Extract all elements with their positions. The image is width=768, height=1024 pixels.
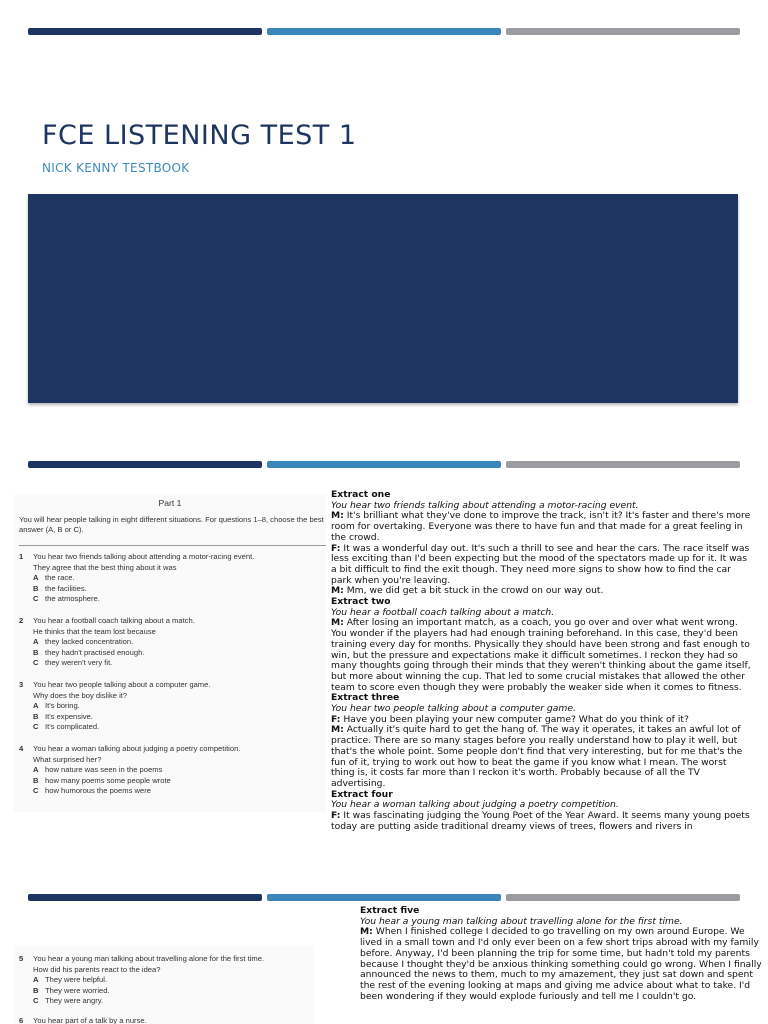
option-letter: A	[33, 701, 39, 711]
speaker-label: F:	[331, 542, 341, 554]
accent-bar-gray	[506, 28, 740, 35]
dialogue-line	[331, 618, 751, 693]
option-letter: A	[33, 975, 39, 985]
question-stem: You hear a woman talking about judging a poetry competition.	[33, 744, 241, 753]
speaker-label: M:	[331, 585, 344, 597]
extract-heading: Extract four	[331, 788, 393, 800]
option-letter: A	[33, 765, 39, 775]
dialogue-line	[331, 586, 751, 597]
option-text: how humorous the poems were	[45, 786, 151, 796]
option-letter: C	[33, 722, 39, 732]
accent-bar-gray	[506, 461, 740, 468]
extract-heading: Extract five	[360, 906, 420, 916]
slide-title: FCE LISTENING TEST 1	[42, 120, 357, 151]
extract-context: You hear a football coach talking about a match.	[331, 606, 555, 618]
answer-option	[33, 996, 312, 1007]
transcript-panel	[331, 490, 751, 862]
dialogue-text: It's brilliant what they've done to improve the track, isn't it? It's faster and there's more room for overtaking. Everyone was there to have fun and that made for a great feeling in the crowd.	[331, 510, 751, 543]
speaker-label: M:	[331, 724, 344, 736]
question-prompt: They agree that the best thing about it was	[33, 562, 177, 572]
option-text: It's expensive.	[45, 711, 93, 721]
answer-option	[33, 701, 324, 712]
question-sheet-image	[14, 946, 314, 1024]
dialogue-line	[331, 511, 751, 543]
dialogue-text: It was a wonderful day out. It's such a thrill to see and hear the cars. The race itself was less exciting than I'd been expecting but the mood of the spectators made up for it. It was a bit difficult to find the exit though. They need more signs to show how to find the car park when you're leaving.	[331, 542, 750, 586]
answer-option	[33, 786, 324, 797]
extract-heading: Extract three	[331, 692, 400, 704]
option-text: They were angry.	[45, 996, 104, 1006]
question-number: 2	[19, 616, 24, 625]
answer-option	[33, 712, 324, 723]
question-prompt: What surprised her?	[33, 754, 102, 764]
question-stem: You hear a young man talking about travelling alone for the first time.	[33, 954, 265, 963]
option-text: the race.	[45, 573, 75, 583]
dialogue-text: Actually it's quite hard to get the hang of. The way it operates, it takes an awful lot of practice. There are so many stages before you really understand how to play it well, but that's the whole point. Some people don't find that very interesting, but for me that's the fun of it, trying to work out how to beat the game if you know what I mean. The worst thing is, it costs far more than I reckon it's worth. Probably because of all the TV advertising.	[331, 724, 743, 789]
title-banner	[28, 194, 738, 403]
answer-option	[33, 648, 324, 659]
option-text: They were worried.	[45, 985, 110, 995]
option-text: the facilities.	[45, 583, 87, 593]
transcript-panel	[360, 906, 765, 1024]
option-letter: C	[33, 996, 39, 1006]
speaker-label: F:	[331, 810, 341, 822]
option-text: how many poems some people wrote	[45, 775, 171, 785]
question-item	[19, 552, 324, 605]
answer-option	[33, 776, 324, 787]
extract-context: You hear a young man talking about travelling alone for the first time.	[360, 915, 683, 927]
speaker-label: M:	[360, 926, 373, 938]
divider	[19, 545, 326, 546]
question-stem: You hear two people talking about a computer game.	[33, 680, 211, 689]
question-item	[19, 1016, 312, 1024]
question-sheet-image	[14, 494, 326, 812]
question-prompt: How did his parents react to the idea?	[33, 964, 161, 974]
option-text: It's boring.	[45, 701, 80, 711]
option-letter: C	[33, 658, 39, 668]
answer-option	[33, 765, 324, 776]
title-slide	[0, 0, 768, 440]
extract-heading: Extract one	[331, 490, 391, 500]
option-text: they weren't very fit.	[45, 658, 113, 668]
option-text: It's complicated.	[45, 722, 100, 732]
accent-bar-navy	[28, 28, 262, 35]
question-prompt: Why does the boy dislike it?	[33, 690, 128, 700]
dialogue-line	[360, 927, 765, 1002]
question-number: 1	[19, 552, 24, 561]
accent-bar-blue	[267, 461, 501, 468]
answer-option	[33, 975, 312, 986]
dialogue-text: It was fascinating judging the Young Poet of the Year Award. It seems many young poets today are putting aside traditional dreamy views of trees, flowers and rivers in	[331, 810, 750, 832]
accent-bar-blue	[267, 894, 501, 901]
option-letter: C	[33, 594, 39, 604]
option-letter: B	[33, 985, 39, 995]
part-heading: Part 1	[158, 498, 182, 508]
accent-bar-navy	[28, 894, 262, 901]
option-text: how nature was seen in the poems	[45, 765, 163, 775]
accent-bars	[28, 28, 740, 36]
accent-bar-blue	[267, 28, 501, 35]
dialogue-line	[331, 544, 751, 587]
question-stem: You hear a football coach talking about a match.	[33, 616, 195, 625]
accent-bar-gray	[506, 894, 740, 901]
speaker-label: M:	[331, 617, 344, 629]
option-text: They were helpful.	[45, 975, 108, 985]
option-letter: B	[33, 647, 39, 657]
question-number: 5	[19, 954, 24, 963]
extract-context: You hear two people talking about a computer game.	[331, 703, 576, 715]
question-number: 6	[19, 1016, 24, 1024]
answer-option	[33, 722, 324, 733]
option-text: the atmosphere.	[45, 594, 100, 604]
answer-option	[33, 637, 324, 648]
questions-slide-1	[0, 458, 768, 870]
dialogue-text: Mm, we did get a bit stuck in the crowd on our way out.	[343, 585, 604, 597]
dialogue-text: Have you been playing your new computer game? What do you think of it?	[340, 713, 689, 725]
dialogue-line	[331, 725, 751, 789]
extract-heading: Extract two	[331, 596, 391, 608]
option-letter: A	[33, 637, 39, 647]
question-prompt: He thinks that the team lost because	[33, 626, 156, 636]
extract-context: You hear a woman talking about judging a poetry competition.	[331, 799, 619, 811]
questions-slide-2	[0, 888, 768, 1024]
dialogue-text: When I finished college I decided to go travelling on my own around Europe. We lived in a small town and I'd only ever been on a few short trips abroad with my family before. Anyway, I'd been planning the trip for some time, but hadn't told my parents because I thought they'd be anxious thinking something could go wrong. When I finally announced the news to them, much to my amazement, they just sat down and spent the rest of the evening looking at maps and giving me advice about what to take. I'd been wondering if they would explode furiously and tell me I couldn't go.	[360, 926, 762, 1002]
answer-option	[33, 986, 312, 997]
question-item	[19, 680, 324, 733]
part-instructions: You will hear people talking in eight different situations. For questions 1–8, choose the best answer (A, B or C).	[19, 515, 324, 534]
question-number: 3	[19, 680, 24, 689]
question-stem: You hear two friends talking about attending a motor-racing event.	[33, 552, 255, 561]
dialogue-text: After losing an important match, as a coach, you go over and over what went wrong. You wonder if the players had had enough training beforehand. In this case, they'd been training every day for months. Physically they should have been strong and fast enough to win, but the pressure and expectations make it difficult sometimes. I reckon they had so many thoughts going through their minds that they weren't thinking about the game itself, but more about winning the cup. That led to some crucial mistakes that allowed the other team to score even though they were probably the weaker side when it comes to fitness.	[331, 617, 751, 693]
dialogue-line	[331, 811, 751, 832]
question-item	[19, 616, 324, 669]
option-letter: B	[33, 775, 39, 785]
accent-bars	[28, 894, 740, 902]
option-text: they hadn't practised enough.	[45, 647, 145, 657]
speaker-label: F:	[331, 713, 341, 725]
answer-option	[33, 658, 324, 669]
answer-option	[33, 573, 324, 584]
option-letter: A	[33, 573, 39, 583]
accent-bar-navy	[28, 461, 262, 468]
question-number: 4	[19, 744, 24, 753]
option-letter: C	[33, 786, 39, 796]
accent-bars	[28, 461, 740, 469]
option-letter: B	[33, 711, 39, 721]
option-text: they lacked concentration.	[45, 637, 134, 647]
speaker-label: M:	[331, 510, 344, 522]
slide-subtitle: NICK KENNY TESTBOOK	[42, 161, 190, 175]
question-item	[19, 954, 312, 1007]
question-item	[19, 744, 324, 797]
answer-option	[33, 594, 324, 605]
extract-context: You hear two friends talking about attending a motor-racing event.	[331, 499, 639, 511]
question-stem: You hear part of a talk by a nurse.	[33, 1016, 147, 1024]
answer-option	[33, 584, 324, 595]
option-letter: B	[33, 583, 39, 593]
